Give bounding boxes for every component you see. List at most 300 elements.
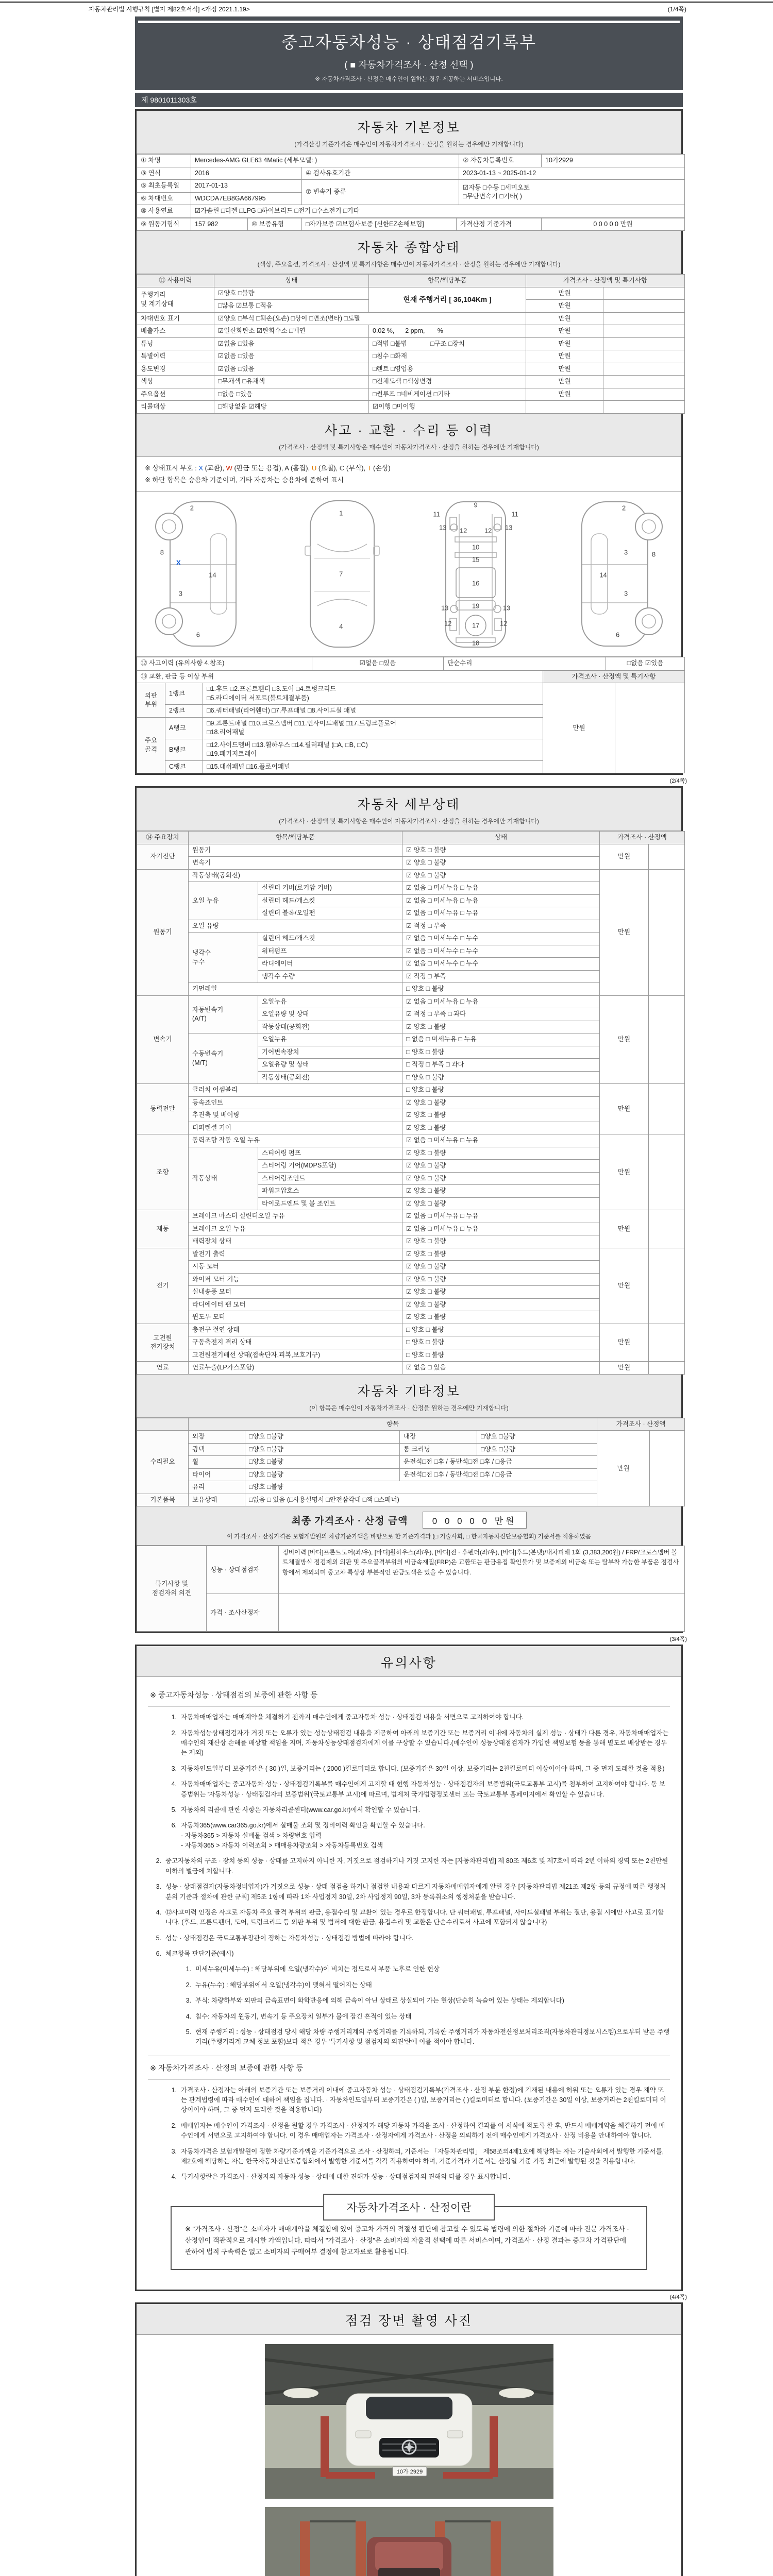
table-cell	[603, 401, 685, 414]
diagram-mark: 9	[474, 501, 478, 509]
table-cell: 기어변속장치	[258, 1046, 402, 1059]
vin-marking-state[interactable]: ☑양호 □부식 □훼손(오손) □상이 □변조(변타) □도말	[214, 312, 526, 325]
table-cell: 만원	[600, 1248, 649, 1324]
table-cell: 오일누유	[258, 1033, 402, 1046]
table-cell[interactable]: ☑ 양호 □ 불량	[402, 1197, 600, 1210]
table-cell: 타이로드엔드 및 볼 조인트	[258, 1197, 402, 1210]
table-cell	[615, 683, 685, 773]
diagram-mark: 3	[624, 548, 628, 556]
photo-lift-view	[265, 2507, 553, 2576]
simple-repair-state[interactable]: □없음 ☑있음	[606, 657, 685, 670]
table-cell: A랭크	[165, 717, 203, 739]
table-cell: 차대번호 표기	[137, 312, 214, 325]
detail-header	[137, 788, 681, 831]
table-cell: 브레이크 오일 누유	[189, 1223, 402, 1235]
table-cell[interactable]: ☑ 없음 □ 미세누수 □ 누수	[402, 933, 600, 945]
basic-info-header	[137, 111, 681, 154]
table-cell: 룸 크리닝	[400, 1443, 477, 1456]
notice-item: 3. 자동차인도일부터 보증기간은 ( 30 )일, 보증거리는 ( 2000 )킬로미터로 합니다. (보증기간은 30일 이상, 보증거리는 2천킬로미터 이상이어야 하며, 그 중 먼저 도래한 것을 적용)	[171, 1765, 665, 1772]
table-cell: 가격조사 · 산정액 및 특기사항	[543, 670, 685, 683]
table-cell[interactable]: ☑ 적정 □ 부족 □ 과다	[402, 1008, 600, 1021]
table-cell[interactable]: □ 양호 □ 불량	[402, 1336, 600, 1349]
legend-note: ※ 하단 항목은 승용차 기준이며, 기타 자동차는 승용차에 준하여 표시	[145, 476, 344, 484]
table-cell: ⑧ 사용연료	[137, 205, 191, 218]
table-cell[interactable]: 운전석□전 □후 / 동반석□전 □후 / □응급	[400, 1468, 597, 1481]
summary-header	[137, 231, 681, 274]
table-cell: 만원	[600, 1210, 649, 1248]
table-cell[interactable]: ☑ 없음 □ 미세누유 □ 누유	[402, 1134, 600, 1147]
accident-history-table	[137, 657, 685, 670]
table-cell[interactable]: ☑ 없음 □ 미세누유 □ 누유	[402, 1223, 600, 1235]
page3-box	[135, 1645, 683, 2291]
table-cell[interactable]: ☑ 양호 □ 불량	[402, 869, 600, 882]
table-cell	[649, 844, 685, 869]
table-cell: ⑪ 사용이력	[137, 275, 214, 287]
table-cell: 타이어	[189, 1468, 245, 1481]
table-cell: 외판 부위	[137, 683, 165, 718]
notice-item: 3. 자동차가격은 보험개발원이 정한 차량기준가액을 기준가격으로 조사 · 산정하되, 기준서는 「자동차관리법」 제58조의4제1호에 해당하는 자는 기술사회에서 발행한 기준서를, 제2호에 해당하는 자는 한국자동차진단보증협회에서 발행한 기준서를 각각 적용하여야 하며, 기준가격과 기준서는 산정일 기준 가장 최근에 발행된 것을 적용합니다.	[171, 2147, 664, 2165]
table-cell[interactable]: ☑ 없음 □ 있음	[402, 1362, 600, 1375]
table-cell: 주요옵션	[137, 388, 214, 401]
vehicle-diagrams	[137, 492, 681, 657]
table-cell[interactable]: ☑ 양호 □ 불량	[402, 1147, 600, 1160]
photo1-license-plate: 10가 2929	[396, 2468, 423, 2475]
basic-info-subtitle: (가격산정 기준가격은 매수인이 자동차가격조사 · 산정을 원하는 경우에만 기재합니다)	[294, 141, 524, 148]
table-cell: 휠	[189, 1456, 245, 1469]
diagram-mark: 6	[196, 631, 200, 639]
diagram-mark: 12	[444, 619, 452, 628]
table-cell	[603, 312, 685, 325]
table-cell: 윈도우 모터	[189, 1311, 402, 1324]
recall-state[interactable]: □해당없음 ☑해당	[214, 401, 369, 414]
diagram-mark: 3	[178, 589, 183, 598]
table-cell[interactable]: ☑ 적정 □ 부족	[402, 970, 600, 983]
table-cell: ⑩ 보증유형	[248, 218, 302, 231]
diagram-mark: 7	[339, 570, 343, 578]
diagram-mark: 2	[621, 504, 626, 512]
table-cell: ⑥ 차대번호	[137, 192, 191, 205]
rankC-items[interactable]: □15.대쉬패널 □16.플로어패널	[203, 760, 543, 773]
document-subtitle: ( ■ 자동차가격조사 · 산정 선택 )	[344, 60, 474, 70]
table-cell: 오일누유	[258, 995, 402, 1008]
table-cell[interactable]: □ 적정 □ 부족 □ 과다	[402, 1059, 600, 1072]
device-group: 고전원 전기장치	[137, 1324, 189, 1362]
top-divider	[0, 2, 773, 3]
table-cell[interactable]: ☑ 양호 □ 불량	[402, 1122, 600, 1134]
table-cell[interactable]: ☑ 양호 □ 불량	[402, 844, 600, 857]
table-cell: 만원	[600, 844, 649, 869]
legend-part: A	[284, 464, 289, 472]
vin-value: WDCDA7EB8GA667995	[191, 192, 302, 205]
rankB-items[interactable]: □12.사이드멤버 □13.휠하우스 □14.필러패널 (□A, □B, □C) □19.패키지트레이	[203, 739, 543, 760]
table-cell	[603, 287, 685, 300]
table-cell[interactable]: □양호 □불량	[245, 1443, 400, 1456]
table-cell	[649, 1134, 685, 1210]
basic-info-title: 자동차 기본정보	[357, 121, 461, 135]
table-cell: 배출가스	[137, 325, 214, 338]
table-cell: 만원	[600, 1084, 649, 1134]
detail-state-table	[137, 831, 685, 1375]
table-cell[interactable]: □렌트 □영업용	[369, 363, 526, 376]
etc-subtitle: (이 항목은 매수인이 자동차가격조사 · 산정을 원하는 경우에만 기재합니다)	[309, 1404, 509, 1412]
table-cell[interactable]: ☑ 양호 □ 불량	[402, 1109, 600, 1122]
table-cell: 작동상태(공회전)	[189, 869, 402, 882]
table-cell[interactable]: ☑ 양호 □ 불량	[402, 1096, 600, 1109]
device-group: 전기	[137, 1248, 189, 1324]
emission-items[interactable]: ☑일산화탄소 ☑탄화수소 □매연	[214, 325, 369, 338]
table-cell: C랭크	[165, 760, 203, 773]
model-year-value: 2016	[191, 167, 302, 180]
table-cell	[650, 1431, 685, 1506]
about-title: 자동차가격조사 · 산정이란	[323, 2194, 495, 2221]
accident-history-state[interactable]: ☑없음 □있음	[312, 657, 444, 670]
table-cell: 만원	[526, 363, 603, 376]
table-cell: 실린더 헤드/개스킷	[258, 894, 402, 907]
rank1-items[interactable]: □1.후드 □2.프론트휀더 □3.도어 □4.트렁크리드 □5.라디에이터 서포트(볼트체결부품)	[203, 683, 543, 705]
table-cell: 보유상태	[189, 1494, 245, 1506]
table-cell: 와이퍼 모터 기능	[189, 1273, 402, 1286]
rankA-items[interactable]: □9.프론트패널 □10.크로스멤버 □11.인사이드패널 □17.트렁크플로어 □18.리어패널	[203, 717, 543, 739]
table-cell[interactable]: □ 양호 □ 불량	[402, 1324, 600, 1336]
table-cell[interactable]: □양호 □불량	[245, 1456, 400, 1469]
table-cell: 작동상태	[189, 1147, 258, 1210]
diagram-mark: 19	[472, 602, 480, 610]
table-cell: 실린더 블록/오일팬	[258, 907, 402, 920]
basic-info-table	[137, 154, 685, 218]
table-cell: 오일유량 및 상태	[258, 1059, 402, 1072]
mileage-amount-state[interactable]: □많음 ☑보통 □적음	[214, 300, 369, 313]
table-cell: 원동기	[189, 844, 402, 857]
page-marker-2: (2/4쪽)	[669, 778, 687, 785]
legend-part: (흠집),	[289, 464, 312, 472]
table-cell: 실린더 헤드/개스킷	[258, 933, 402, 945]
appraiser-opinion	[279, 1594, 685, 1632]
caution-body	[137, 1677, 681, 2290]
table-cell[interactable]: □썬루프 □네비게이션 □기타	[369, 388, 526, 401]
caution-title: 유의사항	[381, 1656, 437, 1671]
diagram-mark: 12	[459, 527, 467, 535]
table-cell: 항목/해당부품	[369, 275, 526, 287]
table-cell[interactable]: □적법 □불법 □구조 □장치	[369, 337, 526, 350]
remarks-table	[137, 1546, 685, 1632]
odometer-state[interactable]: ☑양호 □불량	[214, 287, 369, 300]
notice-item: 3. 부식: 차량하부와 외판의 금속표면이 화학반응에 의해 금속이 아닌 상태로 상실되어 가는 현상(단순히 녹슬어 있는 상태는 제외합니다)	[186, 1997, 564, 2005]
final-price-note[interactable]: 이 가격조사 · 산정가격은 보험개발원의 차량기준가액을 바탕으로 한 기준가격과 (□ 기술사회, □ 한국자동차진단보증협회) 기준서를 적용하였음	[227, 1534, 591, 1540]
base-price-label: 가격산정 기준가격	[457, 218, 542, 231]
table-cell[interactable]: ☑ 없음 □ 미세누유 □ 누유	[402, 882, 600, 895]
transmission-type-value[interactable]: ☑자동 □수동 □세미오토 □무단변속기 □기타( )	[459, 180, 685, 205]
table-cell: 특별이력	[137, 350, 214, 363]
table-cell[interactable]: 운전석□전 □후 / 동반석□전 □후 / □응급	[400, 1456, 597, 1469]
diagram-mark: 12	[484, 527, 492, 535]
table-cell[interactable]: □양호 □불량	[245, 1431, 400, 1444]
title-strip	[138, 21, 680, 23]
table-cell[interactable]: □ 양호 □ 불량	[402, 1084, 600, 1097]
table-cell: 동력조향 작동 오일 누유	[189, 1134, 402, 1147]
device-group: 원동기	[137, 869, 189, 995]
accident-subtitle: (가격조사 · 산정액 및 특기사항은 매수인이 자동차가격조사 · 산정을 원하는 경우에만 기재합니다)	[279, 443, 539, 451]
table-cell: 냉각수 수량	[258, 970, 402, 983]
table-cell[interactable]: ☑ 양호 □ 불량	[402, 1248, 600, 1261]
emission-values: 0.02 %, 2 ppm, %	[369, 325, 526, 338]
usage-change-state[interactable]: ☑없음 □있음	[214, 363, 369, 376]
table-cell[interactable]: ☑ 없음 □ 미세누유 □ 누유	[402, 894, 600, 907]
tuning-state[interactable]: ☑없음 □있음	[214, 337, 369, 350]
notice-item: 3. 성능 · 상태점검자(자동차정비업자)가 거짓으로 성능 · 상태 점검을 하거나 점검한 내용과 다르게 자동차매매업자에게 알린 경우 [자동차관리법 제21조 제2항 등의 규정에 따른 행정처분의 기준과 절차에 관한 규칙] 제5조 1항에 따라 1차 사업정지 30일, 2차 사업정지 90일, 3차 등록취소의 행정처분을 받습니다.	[156, 1883, 666, 1901]
table-cell[interactable]: ☑ 없음 □ 미세누유 □ 누유	[402, 995, 600, 1008]
diagram-mark: X	[176, 558, 181, 567]
caution-list-outer	[148, 1856, 670, 1959]
document-note: ※ 자동차가격조사 · 산정은 매수인이 원하는 경우 제공하는 서비스입니다.	[315, 76, 503, 82]
table-cell: 가격 · 조사산정자	[207, 1594, 279, 1632]
car-outline-side-right	[548, 497, 671, 651]
table-cell[interactable]: ☑ 양호 □ 불량	[402, 1273, 600, 1286]
options-state[interactable]: □없음 □있음	[214, 388, 369, 401]
diagram-mark: 10	[472, 543, 480, 551]
table-cell: 색상	[137, 376, 214, 388]
table-cell[interactable]: □양호 □불량	[477, 1443, 597, 1456]
table-cell	[603, 376, 685, 388]
table-cell: 2랭크	[165, 705, 203, 718]
table-cell[interactable]: ☑ 없음 □ 미세누수 □ 누수	[402, 958, 600, 971]
diagram-side-right	[548, 497, 671, 651]
diagram-mark: 11	[511, 510, 518, 518]
base-price-value: 0 0 0 0 0 만원	[542, 218, 685, 231]
table-cell: 실린더 커버(로커암 커버)	[258, 882, 402, 895]
table-cell: 만원	[526, 350, 603, 363]
table-cell: 리콜대상	[137, 401, 214, 414]
final-price-label: 최종 가격조사 · 산정 금액	[291, 1516, 408, 1527]
table-cell: 만원	[597, 1431, 650, 1506]
table-cell: 만원	[600, 1134, 649, 1210]
table-cell[interactable]: ☑ 양호 □ 불량	[402, 1172, 600, 1185]
table-cell[interactable]: □전체도색 □색상변경	[369, 376, 526, 388]
table-cell[interactable]: ☑ 양호 □ 불량	[402, 1160, 600, 1173]
table-cell: 만원	[526, 337, 603, 350]
table-cell[interactable]: ☑ 양호 □ 불량	[402, 1261, 600, 1274]
basic-info-table2	[137, 218, 685, 231]
caution-subsection1-title: ※ 중고자동차성능 · 상태점검의 보증에 관한 사항 등	[148, 1683, 670, 1707]
table-cell	[649, 1084, 685, 1134]
detail-subtitle: (가격조사 · 산정액 및 특기사항은 매수인이 자동차가격조사 · 산정을 원하는 경우에만 기재합니다)	[279, 818, 539, 825]
fuel-type-value[interactable]: ☑가솔린 □디젤 □LPG □하이브리드 □전기 □수소전기 □기타	[191, 205, 685, 218]
table-cell: 작동상태(공회전)	[258, 1071, 402, 1084]
device-group: 자기진단	[137, 844, 189, 869]
summary-table	[137, 274, 685, 414]
table-cell: 상태	[214, 275, 369, 287]
table-cell[interactable]: ☑ 없음 □ 미세누유 □ 누유	[402, 907, 600, 920]
notice-item: 2. 누유(누수) : 해당부위에서 오일(냉각수)이 맺혀서 떨어지는 상태	[186, 1981, 372, 1989]
table-cell: 만원	[526, 300, 603, 313]
table-cell	[137, 1418, 189, 1431]
table-cell[interactable]: ☑ 양호 □ 불량	[402, 1286, 600, 1299]
table-cell: 변속기	[189, 857, 402, 870]
diagram-mark: 12	[499, 619, 508, 628]
reg-number-label: ② 자동차등록번호	[459, 155, 542, 167]
table-cell: 스티어링조인트	[258, 1172, 402, 1185]
table-cell: 작동상태(공회전)	[258, 1021, 402, 1033]
table-cell: 특기사항 및 점검자의 의견	[137, 1546, 207, 1632]
table-cell	[603, 363, 685, 376]
table-cell: 주행거리 및 계기상태	[137, 287, 214, 312]
recall-done-state[interactable]: ☑이행 □미이행	[369, 401, 526, 414]
rank2-items[interactable]: □6.쿼터패널(리어휀더) □7.루프패널 □8.사이드실 패널	[203, 705, 543, 718]
notice-item: 4. ⑫사고이력 인정은 사고로 자동차 주요 골격 부위의 판금, 용접수리 및 교환이 있는 경우로 한정합니다. 단 쿼터패널, 루프패널, 사이드실패널 부위는 절단, 용접 시에만 사고로 표기합니다. (후드, 프론트펜더, 도어, 트렁크리드 등 외판 부위 및 범퍼에 대한 판금, 용접수리 및 교환은 단순수리로서 사고에 포함되지 않습니다)	[156, 1908, 664, 1926]
diagram-mark: 13	[441, 604, 449, 612]
warranty-type-value[interactable]: □자가보증 ☑보험사보증 [신한EZ손해보험]	[302, 218, 457, 231]
notice-item: 4. 자동차매매업자는 중고자동차 성능 · 상태점검기록부를 매수인에게 고지할 때 현행 자동차성능 · 상태점검자의 보증범위(국토교통부 고시)를 첨부하여 고지하여야 합니다. 동 보증범위는 '자동차성능 · 상태점검자의 보증범위'(국토교통부 고시)에 따르며, 법제처 국가법령정보센터 또는 국토교통부 홈페이지에서 확인할 수 있습니다.	[171, 1781, 665, 1798]
table-cell[interactable]: ☑ 양호 □ 불량	[402, 1185, 600, 1198]
table-cell[interactable]: □양호 □불량	[245, 1481, 597, 1494]
table-cell[interactable]: □침수 □화재	[369, 350, 526, 363]
table-cell	[603, 300, 685, 313]
notice-item: 1. 가격조사 · 산정자는 아래의 보증기간 또는 보증거리 이내에 중고자동차 성능 · 상태점검기록부(가격조사 · 산정 부분 한정)에 기재된 내용에 허위 또는 오류가 있는 경우 계약 또는 관계법령에 따라 매수인에 대하여 책임을 집니다. · 자동차인도일부터 보증기간은 ( )일, 보증거리는 ( )킬로미터로 합니다. (보증기간은 30일 이상, 보증거리는 2천킬로미터 이상이어야 하며, 그 중 먼저 도래한 것을 적용합니다)	[171, 2086, 666, 2114]
accident-title: 사고 · 교환 · 수리 등 이력	[325, 423, 493, 438]
document-title: 중고자동차성능 · 상태점검기록부	[281, 33, 537, 52]
final-price-box	[137, 1506, 681, 1546]
table-cell[interactable]: □양호 □불량	[245, 1468, 400, 1481]
status-legend	[137, 457, 681, 492]
table-cell: 상태	[402, 832, 600, 844]
table-cell: 가격조사 · 산정액	[600, 832, 685, 844]
table-cell: 실내송풍 모터	[189, 1286, 402, 1299]
table-cell: 충전구 절연 상태	[189, 1324, 402, 1336]
summary-title: 자동차 종합상태	[357, 241, 461, 255]
table-cell: 커먼레일	[189, 983, 402, 996]
table-cell: 라디에이터 팬 모터	[189, 1298, 402, 1311]
inspection-record-page	[0, 2, 773, 2576]
notice-item: 5. 현재 주행거리 : 성능 · 상태점검 당시 해당 차량 주행거리계의 주행거리를 기록하되, 기록한 주행거리가 자동차전산정보처리조직(자동차관리정보시스템)으로부터 받은 주행거리(주행거리계 교체 정보 포함)보다 적은 경우 '특기사항 및 점검자의 의견'란에 이를 적어야 합니다.	[186, 2028, 670, 2046]
diagram-mark: 8	[160, 548, 164, 556]
table-cell[interactable]: ☑ 양호 □ 불량	[402, 1311, 600, 1324]
table-cell: 내장	[400, 1431, 477, 1444]
legend-part: W	[226, 464, 232, 472]
table-cell[interactable]: ☑ 양호 □ 불량	[402, 1235, 600, 1248]
transmission-type-label: ⑦ 변속기 종류	[302, 180, 459, 205]
notice-item: 2. 중고자동차의 구조 · 장치 등의 성능 · 상태를 고지하지 아니한 자, 거짓으로 점검하거나 거짓 고지한 자는 [자동차관리법] 제 80조 제6호 및 제7호에 따라 2년 이하의 징역 또는 2천만원 이하의 벌금에 처합니다.	[156, 1857, 668, 1875]
table-cell[interactable]: ☑ 양호 □ 불량	[402, 1021, 600, 1033]
page-marker-1: (1/4쪽)	[667, 6, 686, 13]
table-cell: 만원	[543, 683, 615, 773]
table-cell[interactable]: ☑ 양호 □ 불량	[402, 857, 600, 870]
table-cell	[603, 337, 685, 350]
page2-box	[135, 786, 683, 1633]
diagram-mark: 3	[624, 589, 628, 598]
table-cell[interactable]: ☑ 적정 □ 부족	[402, 920, 600, 933]
table-cell: 수동변속기 (M/T)	[189, 1033, 258, 1084]
table-cell[interactable]: □없음 □ 있음 (□사용설명서 □안전삼각대 □잭 □스패너)	[245, 1494, 597, 1506]
table-cell[interactable]: ☑ 없음 □ 미세누수 □ 누수	[402, 945, 600, 958]
legend-part: (교환),	[203, 464, 226, 472]
legend-part: (손상)	[371, 464, 391, 472]
current-mileage: 현재 주행거리 [ 36,104Km ]	[369, 287, 526, 312]
table-cell[interactable]: ☑ 양호 □ 불량	[402, 1298, 600, 1311]
about-text: ※ "가격조사 · 산정"은 소비자가 매매계약을 체결함에 있어 중고차 가격의 적절성 판단에 참고할 수 있도록 법령에 의한 절차와 기준에 따라 전문 가격조사 · 산정인이 객관적으로 제시한 가액입니다. 따라서 "가격조사 · 산정"은 소비자의 자율적 선택에 따른 서비스이며, 가격조사 · 산정 결과는 중고차 가격판단에 관하여 법적 구속력은 없고 소비자의 구매여부 결정에 참고자료로 활용됩니다.	[185, 2225, 629, 2256]
vehicle-name-value: Mercedes-AMG GLE63 4Matic (세부모델: )	[191, 155, 459, 167]
table-cell[interactable]: □ 양호 □ 불량	[402, 983, 600, 996]
table-cell[interactable]: □ 없음 □ 미세누유 □ 누유	[402, 1033, 600, 1046]
device-group: 동력전달	[137, 1084, 189, 1134]
table-cell: 오일유량 및 상태	[258, 1008, 402, 1021]
first-reg-date-value: 2017-01-13	[191, 180, 302, 193]
caution-subsection2-title: ※ 자동차가격조사 · 산정의 보증에 관한 사항 등	[148, 2056, 670, 2080]
table-cell	[649, 1324, 685, 1362]
etc-info-table	[137, 1418, 685, 1507]
table-cell[interactable]: □ 양호 □ 불량	[402, 1071, 600, 1084]
table-cell: 스티어링 기어(MDPS포함)	[258, 1160, 402, 1173]
reg-number-value: 10가2929	[542, 155, 685, 167]
diagram-mark: 1	[339, 509, 343, 517]
table-cell: 오일 누유	[189, 882, 258, 920]
table-cell[interactable]: □양호 □불량	[477, 1431, 597, 1444]
regulation-text: 자동차관리법 시행규칙 [별지 제82호서식] <개정 2021.1.19>	[89, 6, 250, 13]
legend-part: C	[339, 464, 345, 472]
table-cell[interactable]: □ 양호 □ 불량	[402, 1349, 600, 1362]
simple-repair-label: 단순수리	[444, 657, 606, 670]
legend-part: (부식),	[344, 464, 367, 472]
table-cell: 만원	[526, 325, 603, 338]
table-cell: 등속죠인트	[189, 1096, 402, 1109]
table-cell: ⑤ 최초등록일	[137, 180, 191, 193]
table-cell[interactable]: ☑ 없음 □ 미세누유 □ 누유	[402, 1210, 600, 1223]
table-cell: 배력장치 상태	[189, 1235, 402, 1248]
table-cell: ④ 검사유효기간	[302, 167, 459, 180]
table-cell: 파워고압호스	[258, 1185, 402, 1198]
color-state[interactable]: □무채색 □유채색	[214, 376, 369, 388]
table-cell	[649, 1210, 685, 1248]
about-box	[171, 2201, 647, 2270]
table-cell: 자동변속기 (A/T)	[189, 995, 258, 1033]
table-cell: 냉각수 누수	[189, 933, 258, 983]
page-marker-3: (3/4쪽)	[669, 1636, 687, 1643]
title-box	[135, 16, 683, 90]
table-cell: 라디에이터	[258, 958, 402, 971]
diagram-mark: 14	[599, 571, 607, 579]
diagram-mark: 8	[651, 550, 656, 558]
page4-box	[135, 2302, 683, 2576]
engine-type-value: 157 982	[191, 218, 248, 231]
notice-item: 1. 미세누유(미세누수) : 해당부위에 오일(냉각수)이 비치는 정도로서 부품 노후로 인한 현상	[186, 1965, 440, 1973]
table-cell: 클러치 어셈블리	[189, 1084, 402, 1097]
summary-subtitle: (색상, 주요옵션, 가격조사 · 산정액 및 특기사항은 매수인이 자동차가격조사 · 산정을 원하는 경우에만 기재합니다)	[257, 261, 561, 268]
detail-title: 자동차 세부상태	[357, 798, 461, 812]
table-cell[interactable]: □ 양호 □ 불량	[402, 1046, 600, 1059]
table-cell: 브레이크 마스터 실린더오일 누유	[189, 1210, 402, 1223]
table-cell: 고전원전기배선 상태(접속단자,피복,보호기구)	[189, 1349, 402, 1362]
table-cell: 항목	[189, 1418, 597, 1431]
diagram-mark: 4	[339, 622, 343, 631]
special-history-state[interactable]: ☑없음 □있음	[214, 350, 369, 363]
table-cell: ⑨ 원동기형식	[137, 218, 191, 231]
notice-item: 6. 자동차365(www.car365.go.kr)에서 실매물 조회 및 정비이력 확인을 확인할 수 있습니다. - 자동차365 > 자동차 실매물 검색 > 차량번호 입력 - 자동차365 > 자동차 이력조회 > 매매용차량조회 > 자동차등록번호 검색	[171, 1822, 425, 1850]
legend-part: ※ 상태표시 부호 :	[145, 464, 199, 472]
legend-part: X	[198, 464, 203, 472]
notice-item: 2. 매매업자는 매수인이 가격조사 · 산정을 원할 경우 가격조사 · 산정자가 해당 자동차 가격을 조사 · 산정하여 결과를 이 서식에 적도록 한 후, 반드시 매매계약을 체결하기 전에 매수인에게 서면으로 고지하여야 합니다. 이 경우 매매업자는 가격조사 · 산정자에게 가격조사 · 산정을 의뢰하기 전에 매수인에게 가격조사 · 산정 비용을 안내하여야 합니다.	[171, 2122, 665, 2140]
table-cell: 가격조사 · 산정액	[597, 1418, 685, 1431]
inspection-period-value: 2023-01-13 ~ 2025-01-12	[459, 167, 685, 180]
table-cell	[649, 1248, 685, 1324]
caution-list-sub6	[178, 1964, 670, 2047]
table-cell	[649, 995, 685, 1084]
diagram-mark: 15	[472, 555, 480, 564]
table-cell: 시동 모터	[189, 1261, 402, 1274]
photo-front-view	[265, 2344, 553, 2499]
notice-item: 1. 자동차매매업자는 매매계약을 체결하기 전까지 매수인에게 중고자동차 성능 · 상태점검 내용을 서면으로 고지하여야 합니다.	[171, 1714, 524, 1721]
legend-part: (판금 또는 용접),	[232, 464, 285, 472]
legend-symbols	[145, 462, 673, 474]
diagram-mark: 13	[502, 604, 511, 612]
etc-title: 자동차 기타정보	[357, 1384, 461, 1399]
